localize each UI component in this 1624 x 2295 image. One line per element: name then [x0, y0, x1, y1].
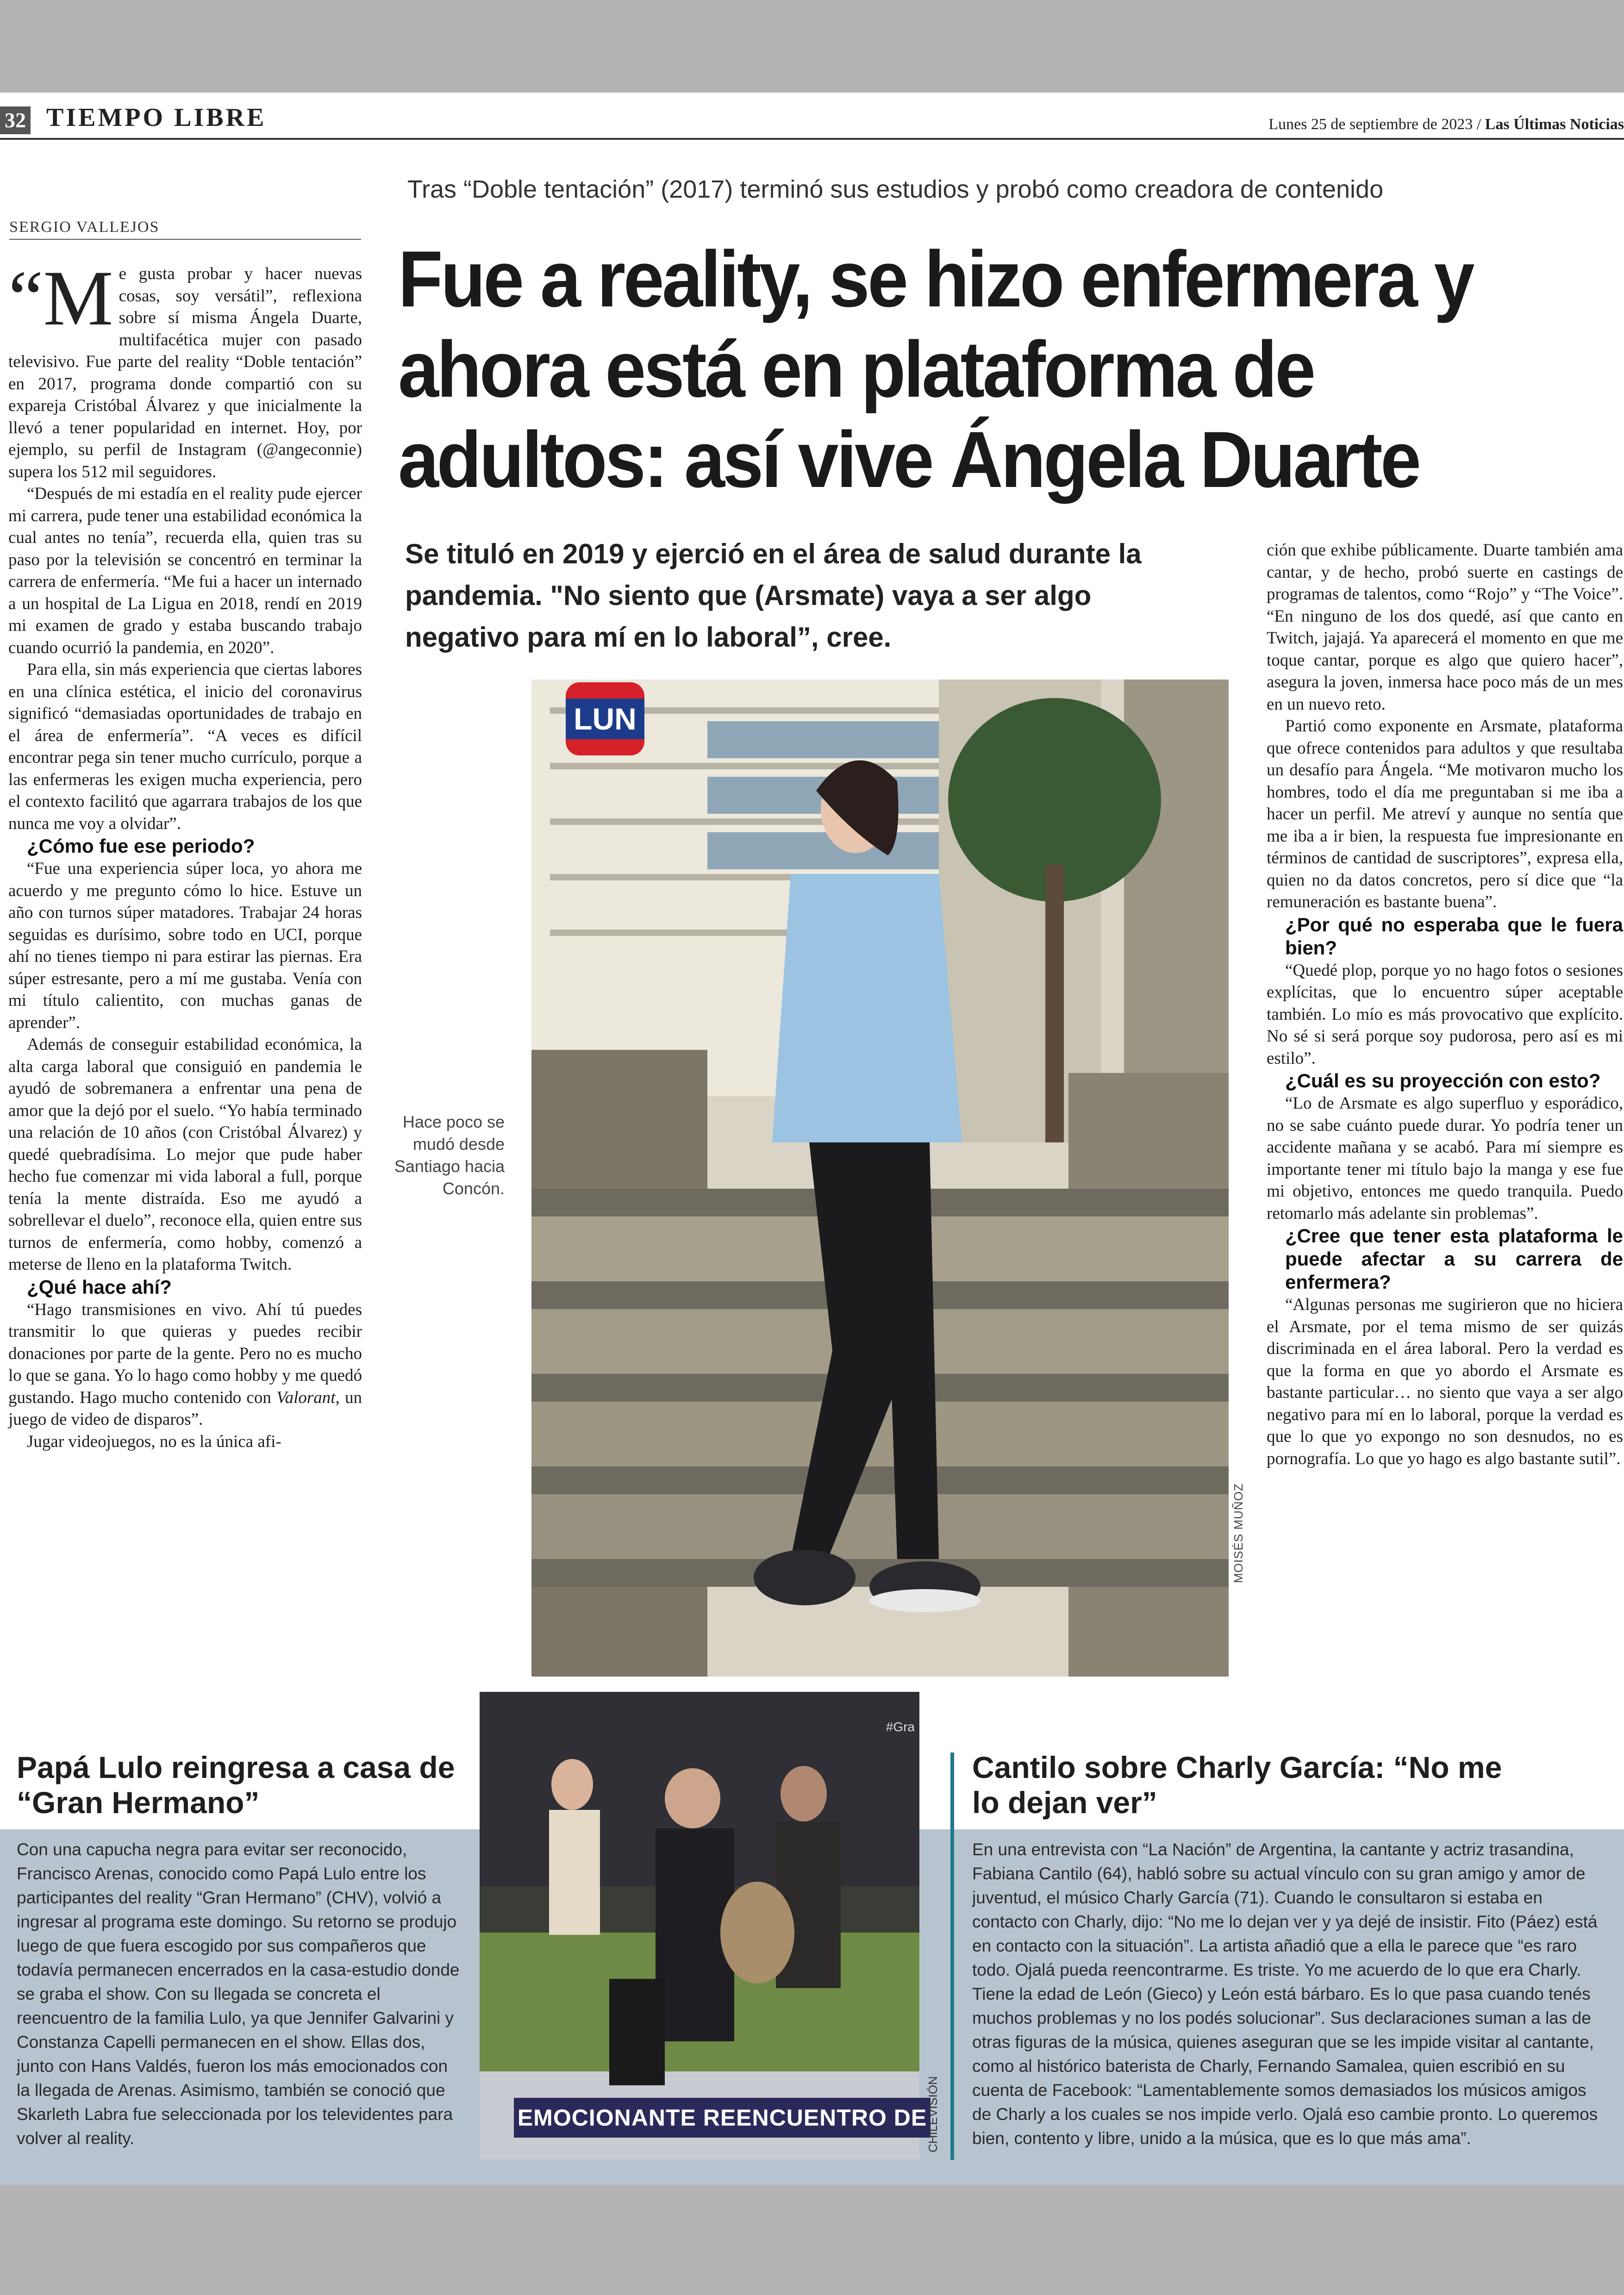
- brief-left-text: Con una capucha negra para evitar ser reconocido, Francisco Arenas, conocido como Papá Lulo entre los participantes del reality “Gran Hermano” (CHV), volvió a ingresar al programa este domingo. Su retorno se produjo luego de que fuera escogido por sus compañeros que todavía permanecen encerrados en la casa-estudio donde se graba el show. Con su llegada se concreta el reencuentro de la familia Lulo, ya que Jennifer Galvarini y Constanza Capelli permanecen en el show. Ellas dos, junto con Hans Valdés, fueron los más emocionados con la llegada de Arenas. Asimismo, también se conoció que Skarleth Labra fue seleccionada por los televidentes para volver al reality.: [17, 1840, 460, 2148]
- page-number: 32: [0, 106, 31, 134]
- lun-logo: LUN: [566, 682, 644, 755]
- paragraph: “Lo de Arsmate es algo superfluo y esporádico, no se sabe cuánto puede durar. Yo podría tener un accidente mañana y se acabó. Para mí siempre es importante tener mi título bajo la manga y ese fue mi objetivo, entonces me quedo tranquila. Puedo retomarlo más adelante sin problemas”.: [1267, 1094, 1623, 1223]
- date: Lunes 25 de septiembre de 2023: [1268, 116, 1473, 133]
- paragraph: Partió como exponente en Arsmate, plataforma que ofrece contenidos para adultos y que resultaba un desafío para Ángela. “Me motivaron mucho los hombres, todo el día me preguntaban si me iba a hacer un perfil. Me atreví y aunque no sentía que me iba a ir bien, la respuesta fue impresionante en términos de cantidad de suscriptores”, expresa ella, quien no da datos concretos, pero sí dice que “la remuneración es bastante buena”.: [1267, 717, 1623, 911]
- paragraph: “Después de mi estadía en el reality pude ejercer mi carrera, pude tener una estabilidad económica la cual antes no tenía”, recuerda ella, quien tras su paso por la televisión se concentró en terminar la carrera de enfermería. “Me fui a hacer un internado a un hospital de La Ligua en 2018, rendí en 2019 mi examen de grado y estaba buscando trabajo cuando ocurrió la pandemia, en 2020”.: [8, 484, 362, 657]
- brief-accent-bar: [950, 1752, 954, 2160]
- article-dek: Se tituló en 2019 y ejerció en el área de salud durante la pandemia. "No siento que (Arsmate) vaya a ser algo negativo para mí en lo laboral”, cree.: [405, 538, 1142, 653]
- article-column-left: [8, 255, 362, 1453]
- article-photo: [531, 680, 1229, 1677]
- date-separator: /: [1476, 116, 1481, 133]
- question-heading: ¿Cuál es su proyección con esto?: [1285, 1070, 1601, 1091]
- paragraph: “Fue una experiencia súper loca, yo ahora me acuerdo y me pregunto cómo lo hice. Estuve un año con turnos súper matadores. Trabajar 24 horas seguidas es durísimo, sobre todo en UCI, porque ahí no tienes tiempo ni para estirar las piernas. Era súper estresante, pero a mí me gustaba. Venía con mi título calientito, con muchas ganas de aprender”.: [8, 859, 362, 1032]
- tv-banner: EMOCIONANTE REENCUENTRO DE: [514, 2098, 931, 2138]
- paragraph: “Quedé plop, porque yo no hago fotos o sesiones explícitas, que lo encuentro súper aceptable también. Lo mío es más provocativo que explícito. No sé si será porque soy pudorosa, pero así es mi estilo”.: [1267, 960, 1623, 1068]
- paragraph: “Me gusta probar y hacer nuevas cosas, soy versátil”, reflexiona sobre sí misma Ángela Duarte, multifacética mujer con pasado televisivo. Fue parte del reality “Doble tentación” en 2017, programa donde compartió con su expareja Cristóbal Álvarez y que inicialmente la llevó a tener popularidad en internet. Hoy, por ejemplo, su perfil de Instagram (@angeconnie) supera los 512 mil seguidores.: [8, 255, 362, 481]
- section-title: TIEMPO LIBRE: [46, 103, 267, 132]
- bottom-margin: [0, 2185, 1624, 2295]
- dateline: [1268, 116, 1624, 133]
- question-heading: ¿Cómo fue ese periodo?: [27, 835, 255, 857]
- article-kicker: Tras “Doble tentación” (2017) terminó sus estudios y probó como creadora de contenido: [407, 175, 1384, 203]
- tv-still-illustration: [480, 1692, 919, 2159]
- paragraph: “Hago transmisiones en vivo. Ahí tú puedes transmitir lo que quieras y puedes recibir donaciones por parte de la gente. Pero no es mucho lo que se gana. Yo lo hago como hobby y me quedó gustando. Hago mucho contenido con Valorant, un juego de video de disparos”.: [8, 1300, 362, 1429]
- tv-hashtag: #Gra: [886, 1720, 915, 1734]
- tv-photo-credit: CHILEVISIÓN: [926, 2076, 940, 2152]
- paper-name: Las Últimas Noticias: [1485, 116, 1624, 133]
- paragraph: Para ella, sin más experiencia que ciertas labores en una clínica estética, el inicio del coronavirus significó “demasiadas oportunidades de trabajo en el área de enfermería”. “A veces es difícil encontrar pega sin tener mucho currículo, porque a las enfermeras les exigen mucha experiencia, pero el contexto facilitó que agarrara trabajos de los que nunca me voy a olvidar”.: [8, 660, 362, 833]
- brief-right-title: Cantilo sobre Charly García: “No me lo dejan ver”: [972, 1750, 1502, 1820]
- article-headline: Fue a reality, se hizo enfermera y ahora está en plataforma de adultos: así vive Ángela Duarte: [398, 235, 1473, 504]
- paragraph: Además de conseguir estabilidad económica, la alta carga laboral que consiguió en pandemia le ayudó de sobremanera a enfrentar una pena de amor que la dejó por el suelo. “Yo había terminado una relación de 10 años (con Cristóbal Álvarez) y quedé quebradísima. Lo mejor que pude haber hecho fue comenzar mi vida laboral a full, porque tenía la mente distraída. Eso me ayudó a sobrellevar el duelo”, reconoce ella, quien entre sus turnos de enfermería, como hobby, comenzó a meterse de lleno en la plataforma Twitch.: [8, 1035, 362, 1274]
- question-heading: ¿Por qué no esperaba que le fuera bien?: [1285, 913, 1623, 959]
- header-rule: [0, 138, 1624, 140]
- byline: SERGIO VALLEJOS: [9, 218, 361, 240]
- photo-credit: MOISÉS MUÑOZ: [1231, 1483, 1245, 1583]
- brief-right-text: En una entrevista con “La Nación” de Argentina, la cantante y actriz trasandina, Fabiana Cantilo (64), habló sobre su actual vínculo con su gran amigo y amor de juventud, el músico Charly García (71). Cuando le consultaron si estaba en contacto con Charly, dijo: “No me lo dejan ver y ya dejé de insistir. Fito (Páez) está en contacto con la situación”. La artista añadió que a ella le parece que “es raro todo. Ojalá pueda reencontrarme. Es triste. Yo me acuerdo de lo que era Charly. Tiene la edad de León (Gieco) y León está bárbaro. Es lo que pasa cuando tenés muchos problemas y no los podés solucionar”. Sus declaraciones suman a las de otras figuras de la música, quienes aseguran que se les impide visitar al cantante, como al histórico baterista de Charly, Fernando Samalea, quien escribió en su cuenta de Facebook: “Lamentablemente somos demasiados los músicos amigos de Charly a los cuales se nos impide verlo. Ojalá eso cambie pronto. Lo queremos bien, contento y libre, unido a la música, que es lo que más ama”.: [972, 1840, 1598, 2148]
- question-heading: ¿Qué hace ahí?: [27, 1276, 172, 1298]
- question-heading: ¿Cree que tener esta plataforma le puede afectar a su carrera de enfermera?: [1285, 1225, 1623, 1293]
- article-column-right: [1267, 539, 1623, 1470]
- paragraph: ción que exhibe públicamente. Duarte también ama cantar, y de hecho, probó suerte en castings de programas de talentos, como “Rojo” y “The Voice”. “En ninguno de los dos quedé, así que canto en Twitch, jajajá. Ya aparecerá el momento en que me toque cantar, porque es algo que quiero hacer”, asegura la joven, inmersa hace poco más de un mes en un nuevo reto.: [1267, 541, 1623, 714]
- photo-caption: Hace poco se mudó desde Santiago hacia Concón.: [394, 1112, 505, 1198]
- drop-cap: “M: [8, 255, 113, 342]
- top-margin: [0, 0, 1624, 93]
- photo-illustration: [531, 680, 1229, 1677]
- brief-left-title: Papá Lulo reingresa a casa de “Gran Hermano”: [17, 1750, 455, 1820]
- paragraph: Jugar videojuegos, no es la única afi-: [27, 1432, 281, 1451]
- tv-still-photo: [480, 1692, 919, 2159]
- paragraph: “Algunas personas me sugirieron que no hiciera el Arsmate, por el tema mismo de ser quizás discriminada en el área laboral. Pero la verdad es que la forma en que yo abordo el Arsmate es bastante particular… no siento que vaya a ser algo negativo para mí en lo laboral, porque la verdad es que lo que yo expongo no son desnudos, no es pornografía. Lo que yo hago es algo bastante sutil”.: [1267, 1295, 1623, 1468]
